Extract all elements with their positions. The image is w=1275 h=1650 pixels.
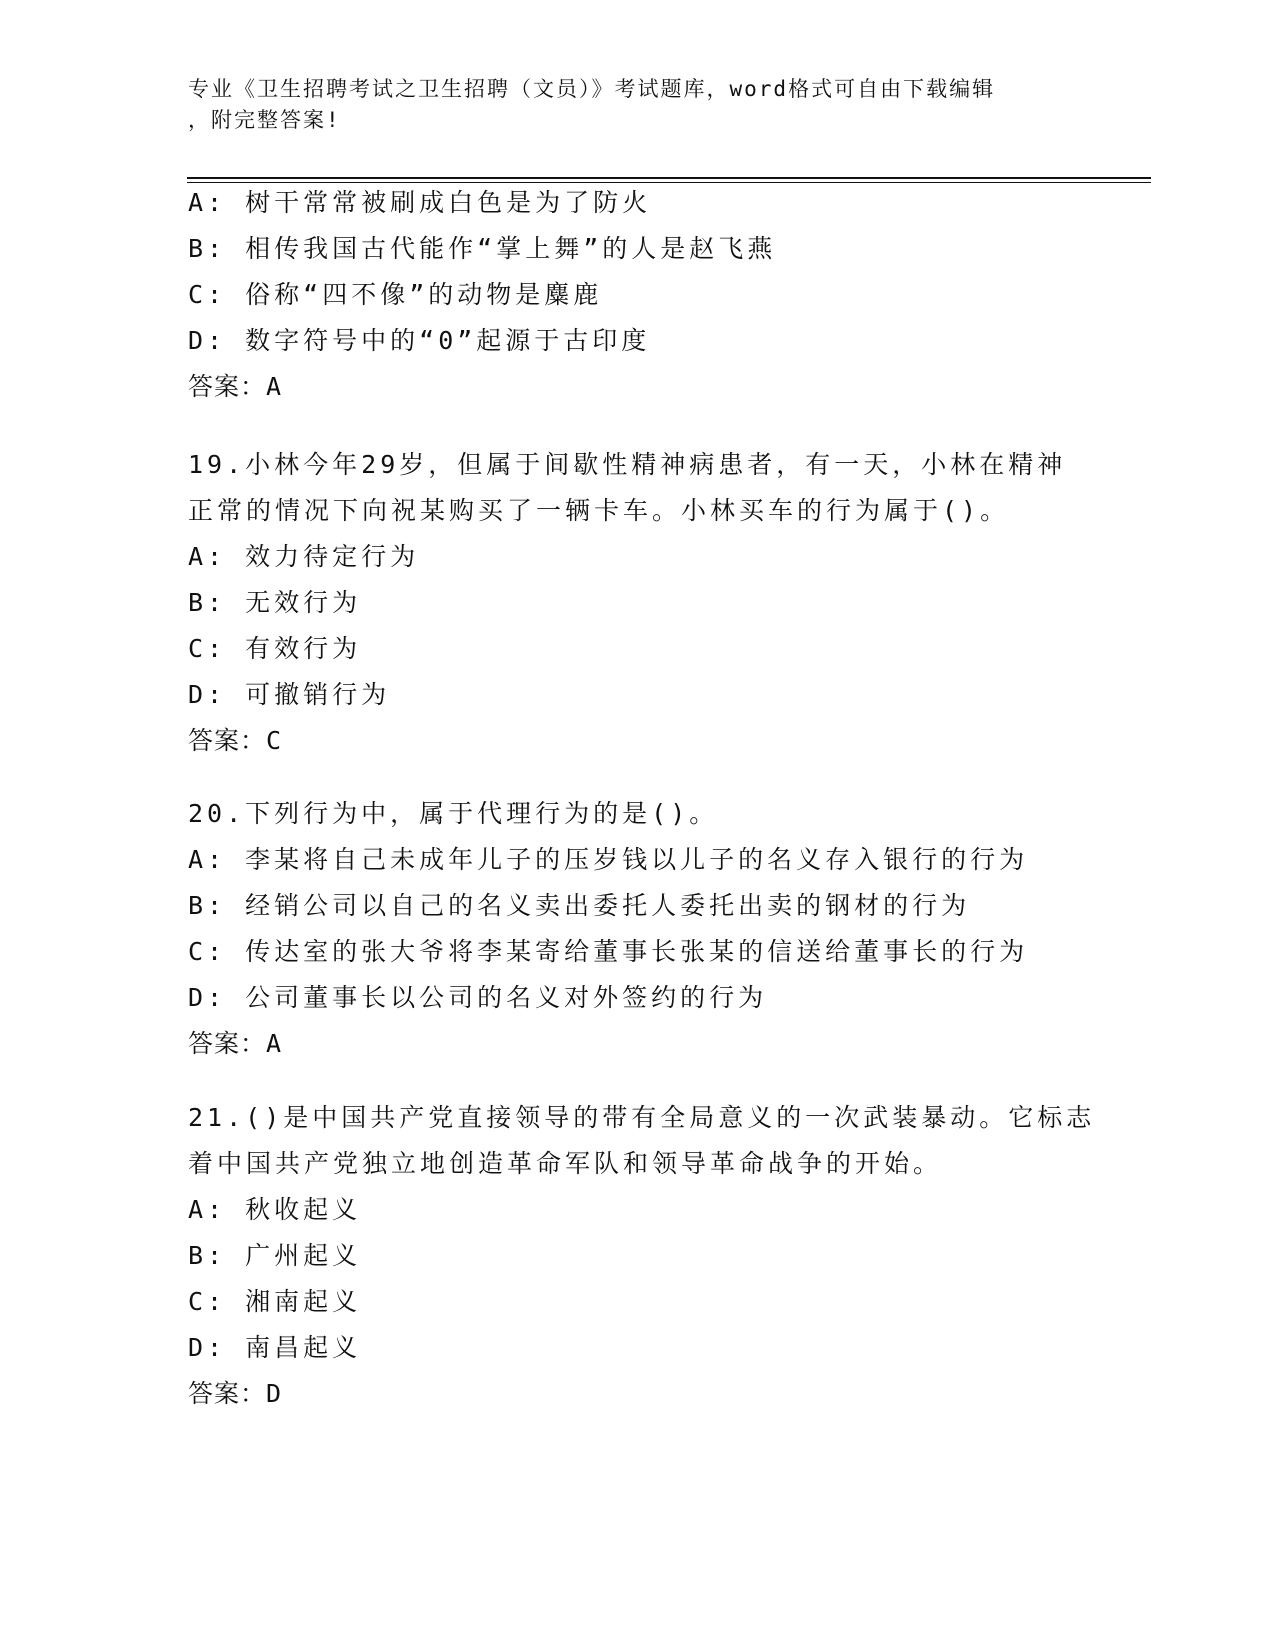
- question-20: [188, 791, 1088, 1067]
- question-stem-line-1: 21.()是中国共产党直接领导的带有全局意义的一次武装暴动。它标志: [188, 1103, 1096, 1132]
- option-c: C: 湘南起义: [188, 1287, 362, 1316]
- option-a: A: 秋收起义: [188, 1195, 362, 1224]
- option-b: B: 无效行为: [188, 588, 362, 617]
- question-stem-line-1: 20.下列行为中，属于代理行为的是()。: [188, 799, 719, 828]
- option-d: D: 数字符号中的“0”起源于古印度: [188, 326, 651, 355]
- option-a: A: 李某将自己未成年儿子的压岁钱以儿子的名义存入银行的行为: [188, 845, 1029, 874]
- option-a: A: 树干常常被刷成白色是为了防火: [188, 188, 652, 217]
- question-21: [188, 1095, 1096, 1417]
- question-19: [188, 442, 1088, 764]
- option-c: C: 传达室的张大爷将李某寄给董事长张某的信送给董事长的行为: [188, 937, 1029, 966]
- answer: 答案：A: [188, 1029, 283, 1058]
- question-18: [188, 180, 1088, 410]
- option-a: A: 效力待定行为: [188, 542, 420, 571]
- option-d: D: 公司董事长以公司的名义对外签约的行为: [188, 983, 768, 1012]
- option-d: D: 可撤销行为: [188, 680, 391, 709]
- option-d: D: 南昌起义: [188, 1333, 362, 1362]
- option-b: B: 经销公司以自己的名义卖出委托人委托出卖的钢材的行为: [188, 891, 971, 920]
- document-header: [188, 74, 1088, 136]
- option-b: B: 广州起义: [188, 1241, 362, 1270]
- question-stem-line-1: 19.小林今年29岁，但属于间歇性精神病患者，有一天，小林在精神: [188, 450, 1067, 479]
- header-divider-thick: [187, 177, 1151, 179]
- question-stem-line-2: 正常的情况下向祝某购买了一辆卡车。小林买车的行为属于()。: [188, 496, 1010, 525]
- option-b: B: 相传我国古代能作“掌上舞”的人是赵飞燕: [188, 234, 777, 263]
- option-c: C: 俗称“四不像”的动物是麋鹿: [188, 280, 603, 309]
- answer: 答案：A: [188, 372, 283, 401]
- header-line-2: ，附完整答案!: [188, 108, 341, 132]
- option-c: C: 有效行为: [188, 634, 362, 663]
- answer: 答案：C: [188, 726, 283, 755]
- answer: 答案：D: [188, 1379, 283, 1408]
- header-line-1: 专业《卫生招聘考试之卫生招聘（文员）》考试题库，word格式可自由下载编辑: [188, 77, 996, 101]
- question-stem-line-2: 着中国共产党独立地创造革命军队和领导革命战争的开始。: [188, 1149, 943, 1178]
